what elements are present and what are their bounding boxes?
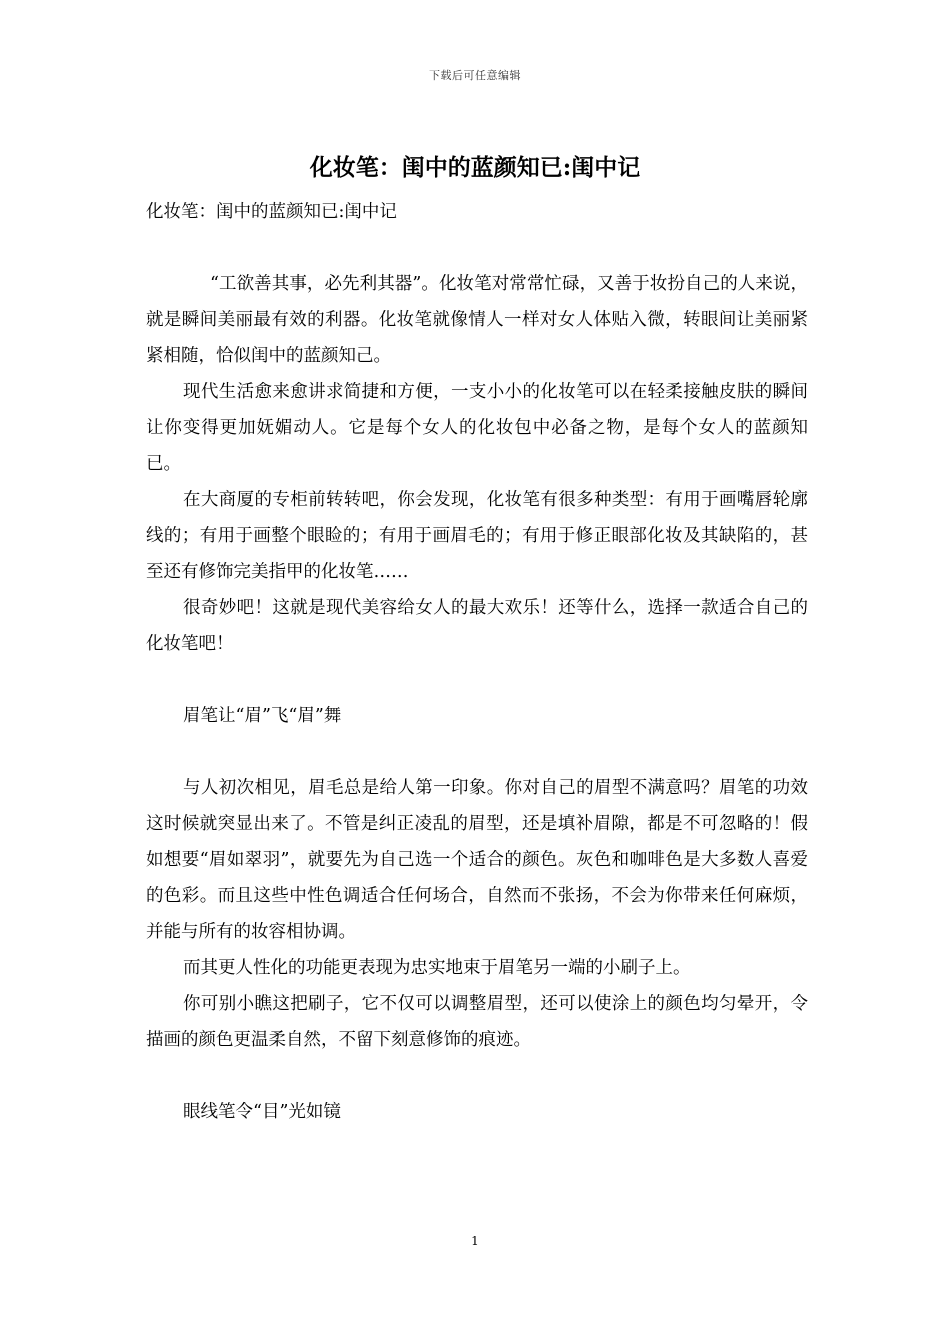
intro-paragraph-2: 现代生活愈来愈讲求简捷和方便，一支小小的化妆笔可以在轻柔接触皮肤的瞬间让你变得更加妩媚动人。它是每个女人的化妆包中必备之物，是每个女人的蓝颜知已。	[146, 382, 808, 474]
page-number: 1	[471, 1234, 479, 1248]
document-subtitle: 化妆笔：闺中的蓝颜知已:闺中记	[146, 202, 397, 222]
header-note: 下载后可任意编辑	[429, 69, 521, 82]
section1-paragraph-1: 与人初次相见，眉毛总是给人第一印象。你对自己的眉型不满意吗？眉笔的功效这时候就突显出来了。不管是纠正凌乱的眉型，还是填补眉隙，都是不可忽略的！假如想要“眉如翠羽”，就要先为自己选一个适合的颜色。灰色和咖啡色是大多数人喜爱的色彩。而且这些中性色调适合任何场合，自然而不张扬，不会为你带来任何麻烦，并能与所有的妆容相协调。	[146, 778, 808, 942]
section1-paragraph-2: 而其更人性化的功能更表现为忠实地束于眉笔另一端的小刷子上。	[183, 958, 691, 978]
intro-paragraph-4: 很奇妙吧！这就是现代美容给女人的最大欢乐！还等什么，选择一款适合自己的化妆笔吧！	[146, 598, 808, 654]
section-heading-eyebrow-pencil: 眉笔让“眉”飞“眉”舞	[183, 706, 342, 726]
document-body	[146, 194, 808, 1130]
intro-paragraph-3: 在大商厦的专柜前转转吧，你会发现，化妆笔有很多种类型：有用于画嘴唇轮廓线的；有用于画整个眼睑的；有用于画眉毛的；有用于修正眼部化妆及其缺陷的，甚至还有修饰完美指甲的化妆笔……	[146, 490, 808, 582]
section1-paragraph-3: 你可别小瞧这把刷子，它不仅可以调整眉型，还可以使涂上的颜色均匀晕开，令描画的颜色更温柔自然，不留下刻意修饰的痕迹。	[146, 994, 808, 1050]
intro-paragraph-1: “工欲善其事，必先利其器”。化妆笔对常常忙碌，又善于妆扮自己的人来说，就是瞬间美丽最有效的利器。化妆笔就像情人一样对女人体贴入微，转眼间让美丽紧紧相随，恰似闺中的蓝颜知己。	[146, 274, 808, 366]
document-title: 化妆笔：闺中的蓝颜知已:闺中记	[309, 154, 641, 181]
section-heading-eyeliner: 眼线笔令“目”光如镜	[183, 1102, 341, 1122]
